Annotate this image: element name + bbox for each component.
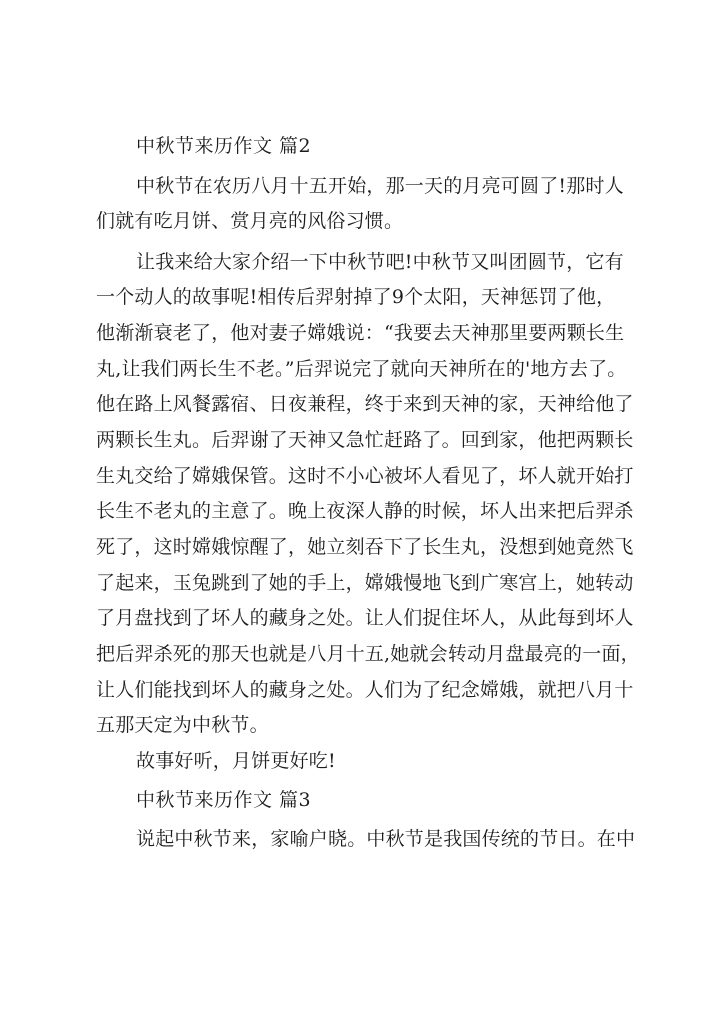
section-heading: 中秋节来历作文 篇2 bbox=[136, 135, 312, 157]
paragraph-line: 了月盘找到了坏人的藏身之处。让人们捉住坏人，从此每到坏人 bbox=[96, 607, 634, 629]
paragraph-line: 让我来给大家介绍一下中秋节吧!中秋节又叫团圆节，它有 bbox=[136, 251, 624, 273]
paragraph-line: 死了，这时嫦娥惊醒了，她立刻吞下了长生丸，没想到她竟然飞 bbox=[96, 536, 634, 558]
paragraph-line: 们就有吃月饼、赏月亮的风俗习惯。 bbox=[96, 210, 404, 232]
paragraph-line: 两颗长生丸。后羿谢了天神又急忙赶路了。回到家，他把两颗长 bbox=[96, 429, 634, 451]
paragraph-line: 五那天定为中秋节。 bbox=[96, 714, 269, 736]
paragraph-line: 生丸交给了嫦娥保管。这时不小心被坏人看见了，坏人就开始打 bbox=[96, 465, 634, 487]
paragraph-line: 一个动人的故事呢!相传后羿射掉了9个太阳，天神惩罚了他， bbox=[96, 286, 616, 308]
paragraph-line: 故事好听，月饼更好吃! bbox=[136, 750, 336, 772]
paragraph-line: 了起来，玉兔跳到了她的手上，嫦娥慢地飞到广寒宫上，她转动 bbox=[96, 572, 634, 594]
paragraph-line: 他渐渐衰老了，他对妻子嫦娥说：“我要去天神那里要两颗长生 bbox=[96, 322, 625, 344]
paragraph-line: 把后羿杀死的那天也就是八月十五,她就会转动月盘最亮的一面， bbox=[96, 643, 640, 665]
paragraph-line: 说起中秋节来，家喻户晓。中秋节是我国传统的节日。在中 bbox=[136, 828, 636, 850]
paragraph-line: 让人们能找到坏人的藏身之处。人们为了纪念嫦娥，就把八月十 bbox=[96, 679, 634, 701]
paragraph-line: 长生不老丸的主意了。晚上夜深人静的时候，坏人出来把后羿杀 bbox=[96, 500, 634, 522]
paragraph-line: 他在路上风餐露宿、日夜兼程，终于来到天神的家，天神给他了 bbox=[96, 393, 634, 415]
paragraph-line: 丸,让我们两长生不老。”后羿说完了就向天神所在的'地方去了。 bbox=[96, 358, 627, 380]
section-heading: 中秋节来历作文 篇3 bbox=[136, 789, 312, 811]
paragraph-line: 中秋节在农历八月十五开始，那一天的月亮可圆了!那时人 bbox=[136, 175, 624, 197]
